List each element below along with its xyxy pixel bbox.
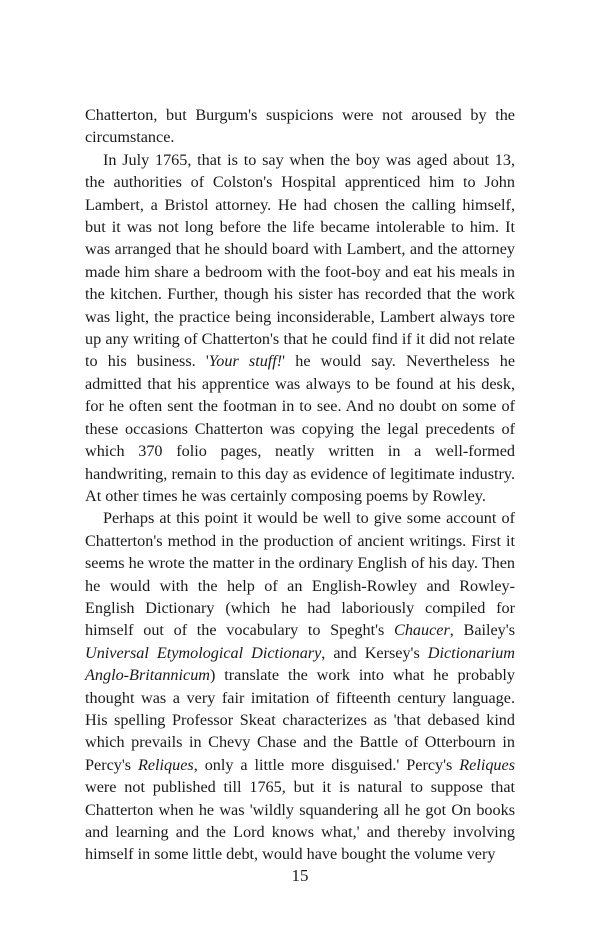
italic-text-run: Universal Etymological Dictionary <box>85 643 322 662</box>
text-run: , only a little more disguised.' Percy's <box>193 755 460 774</box>
italic-text-run: Reliques <box>459 755 515 774</box>
italic-text-run: Your stuff! <box>208 352 283 371</box>
text-run: ' he would say. Nevertheless he admitted that his apprentice was always to be found at his desk, for he often sent the footman in to see. And no doubt on some of these occasions Chatterton was copying the legal precedents of which 370 folio pages, neatly written in a well-formed handwriting, remain to this day as evidence of legitimate industry. At other times he was certainly composing poems by Rowley. <box>85 352 516 505</box>
text-run: In July 1765, that is to say when the boy was aged about 13, the authorities of Colston's Hospital apprenticed him to John Lambert, a Bristol attorney. He had chosen the calling himself, but it was not long before the life became intolerable to him. It was arranged that he should board with Lambert, and the attorney made him share a bedroom with the foot-boy and eat his meals in the kitchen. Further, though his sister has recorded that the work was light, the practice being inconsiderable, Lambert always tore up any writing of Chatterton's that he could find if it did not relate to his business. ' <box>85 150 515 371</box>
page-body <box>85 104 515 866</box>
text-run: ) translate the work into what he probably thought was a very fair imitation of fifteenth century language. His spelling Professor Skeat characterizes as 'that debased kind which prevails in Chevy Chase and the Battle of Otterbourn in Percy's <box>85 666 515 774</box>
paragraph <box>85 507 515 866</box>
text-run: , and Kersey's <box>321 643 428 662</box>
text-run: Chatterton, but Burgum's suspicions were not aroused by the circumstance. <box>85 106 515 147</box>
italic-text-run: Dictionarium Anglo-Britannicum <box>85 643 515 685</box>
paragraph <box>85 104 515 149</box>
text-run: were not published till 1765, but it is natural to suppose that Chatterton when he was 'wildly squandering all he got On books and learning and the Lord knows what,' and thereby involving himself in some little debt, would have bought the volume very <box>85 778 515 864</box>
text-run: Perhaps at this point it would be well to give some account of Chatterton's method in the production of ancient writings. First it seems he wrote the matter in the ordinary English of his day. Then he would with the help of an English-Rowley and Rowley-English Dictionary (which he had laboriously compiled for himself out of the vocabulary to Speght's <box>85 509 515 640</box>
text-run: , Bailey's <box>449 621 515 640</box>
italic-text-run: Chaucer <box>394 621 450 640</box>
italic-text-run: Reliques <box>137 755 194 774</box>
paragraph <box>85 149 515 508</box>
page-number: 15 <box>291 866 309 885</box>
